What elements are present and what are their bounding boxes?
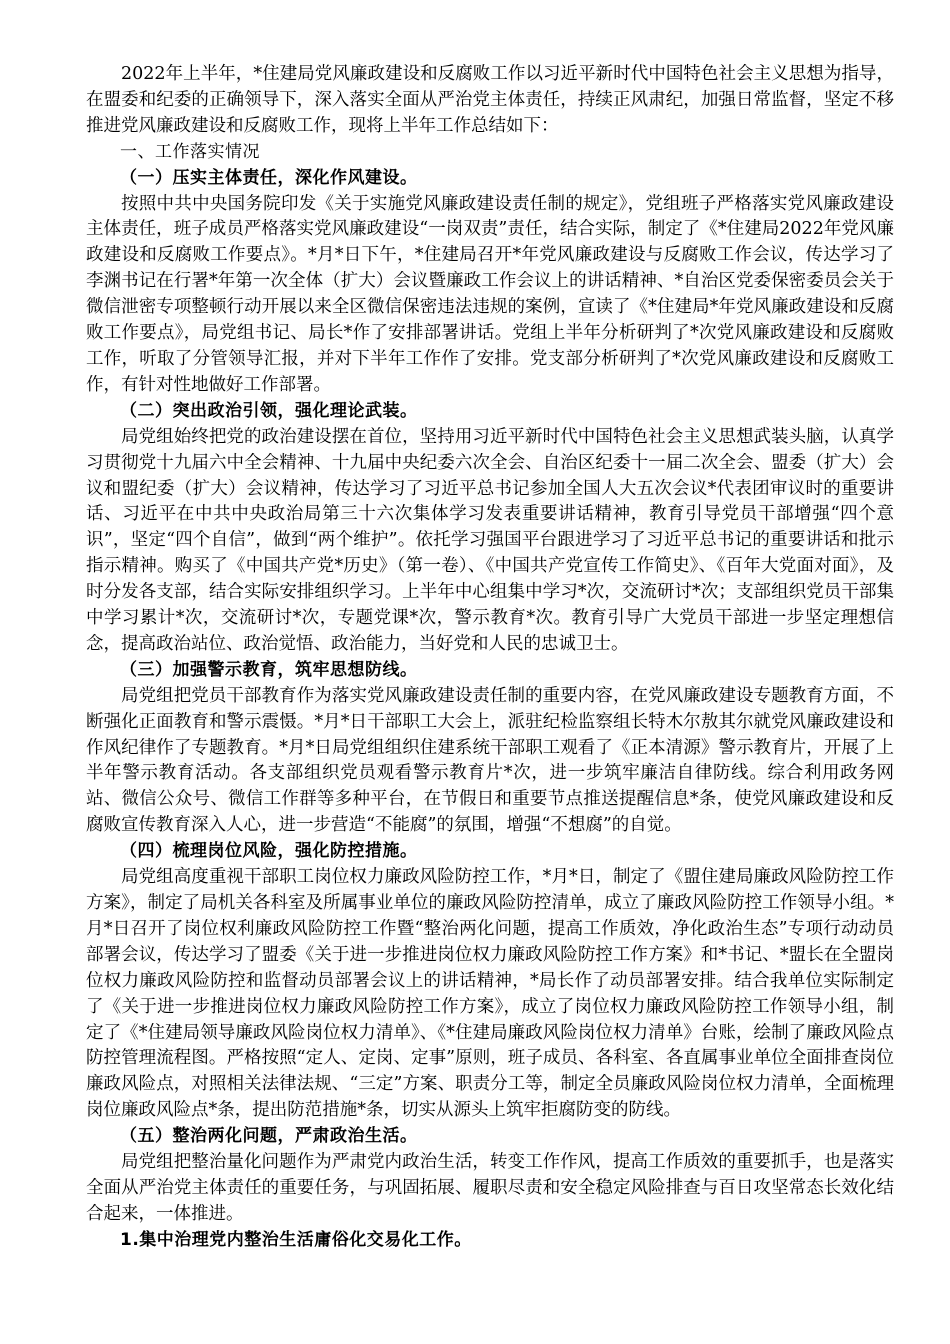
- item-heading-1: 1.集中治理党内整治生活庸俗化交易化工作。: [120, 1229, 472, 1250]
- document-page: [86, 62, 894, 1254]
- subsection-body-3: 局党组把党员干部教育作为落实党风廉政建设责任制的重要内容，在党风廉政建设专题教育方面，不断强化正面教育和警示震慑。*月*日干部职工大会上，派驻纪检监察组长特木尔敖其尔就党风廉政建设和作风纪律作了专题教育。*月*日局党组组织住建系统干部职工观看了《正本清源》警示教育片，开展了上半年警示教育活动。各支部组织党员观看警示教育片*次，进一步筑牢廉洁自律防线。综合利用政务网站、微信公众号、微信工作群等多种平台，在节假日和重要节点推送提醒信息*条，使党风廉政建设和反腐败宣传教育深入人心，进一步营造“不能腐”的氛围，增强“不想腐”的自觉。: [86, 685, 894, 836]
- subsection-heading-3: （三）加强警示教育，筑牢思想防线。: [120, 659, 418, 680]
- subsection-body-1: 按照中共中央国务院印发《关于实施党风廉政建设责任制的规定》，党组班子严格落实党风廉政建设主体责任，班子成员严格落实党风廉政建设“一岗双责”责任，结合实际，制定了《*住建局2022年党风廉政建设和反腐败工作要点》。*月*日下午，*住建局召开*年党风廉政建设与反腐败工作会议，传达学习了李渊书记在行署*年第一次全体（扩大）会议暨廉政工作会议上的讲话精神、*自治区党委保密委员会关于微信泄密专项整顿行动开展以来全区微信保密违法违规的案例，宣读了《*住建局*年党风廉政建设和反腐败工作要点》，局党组书记、局长*作了安排部署讲话。党组上半年分析研判了*次党风廉政建设和反腐败工作，听取了分管领导汇报，并对下半年工作作了安排。党支部分析研判了*次党风廉政建设和反腐败工作，有针对性地做好工作部署。: [86, 193, 894, 395]
- subsection-body-5: 局党组把整治量化问题作为严肃党内政治生活，转变工作作风，提高工作质效的重要抓手，也是落实全面从严治党主体责任的重要任务，与巩固拓展、履职尽责和安全稳定风险排查与百日攻坚常态长效化结合起来，一体推进。: [86, 1152, 894, 1224]
- intro-paragraph: 2022年上半年，*住建局党风廉政建设和反腐败工作以习近平新时代中国特色社会主义思想为指导，在盟委和纪委的正确领导下，深入落实全面从严治党主体责任，持续正风肃纪，加强日常监督，坚定不移推进党风廉政建设和反腐败工作，现将上半年工作总结如下：: [86, 64, 894, 136]
- subsection-body-2: 局党组始终把党的政治建设摆在首位，坚持用习近平新时代中国特色社会主义思想武装头脑，认真学习贯彻党十九届六中全会精神、十九届中央纪委六次全会、自治区纪委十一届二次全会、盟委（扩大）会议和盟纪委（扩大）会议精神，传达学习了习近平总书记参加全国人大五次会议*代表团审议时的重要讲话、习近平在中共中央政治局第三十六次集体学习发表重要讲话精神，教育引导党员干部增强“四个意识”，坚定“四个自信”，做到“两个维护”。依托学习强国平台跟进学习了习近平总书记的重要讲话和批示指示精神。购买了《中国共产党*历史》（第一卷）、《中国共产党宣传工作简史》、《百年大党面对面》，及时分发各支部，结合实际安排组织学习。上半年中心组集中学习*次，交流研讨*次；支部组织党员干部集中学习累计*次，交流研讨*次，专题党课*次，警示教育*次。教育引导广大党员干部进一步坚定理想信念，提高政治站位、政治觉悟、政治能力，当好党和人民的忠诚卫士。: [86, 426, 894, 654]
- subsection-heading-5: （五）整治两化问题，严肃政治生活。: [120, 1126, 418, 1147]
- subsection-heading-1: （一）压实主体责任，深化作风建设。: [120, 167, 418, 188]
- subsection-body-4: 局党组高度重视干部职工岗位权力廉政风险防控工作，*月*日，制定了《盟住建局廉政风险防控工作方案》，制定了局机关各科室及所属事业单位的廉政风险防控清单，成立了廉政风险防控工作领导小组。*月*日召开了岗位权利廉政风险防控工作暨“整治两化问题，提高工作质效，净化政治生态”专项行动动员部署会议，传达学习了盟委《关于进一步推进岗位权力廉政风险防控工作方案》和*书记、*盟长在全盟岗位权力廉政风险防控和监督动员部署会议上的讲话精神，*局长作了动员部署安排。结合我单位实际制定了《关于进一步推进岗位权力廉政风险防控工作方案》，成立了岗位权力廉政风险防控工作领导小组，制定了《*住建局领导廉政风险岗位权力清单》、《*住建局廉政风险岗位权力清单》台账，绘制了廉政风险点防控管理流程图。严格按照“定人、定岗、定事”原则，班子成员、各科室、各直属事业单位全面排查岗位廉政风险点，对照相关法律法规、“三定”方案、职责分工等，制定全员廉政风险岗位权力清单，全面梳理岗位廉政风险点*条，提出防范措施*条，切实从源头上筑牢拒腐防变的防线。: [86, 867, 894, 1121]
- subsection-heading-2: （二）突出政治引领，强化理论武装。: [120, 400, 418, 421]
- section-heading-work-status: 一、工作落实情况: [120, 141, 260, 162]
- subsection-heading-4: （四）梳理岗位风险，强化防控措施。: [120, 841, 418, 862]
